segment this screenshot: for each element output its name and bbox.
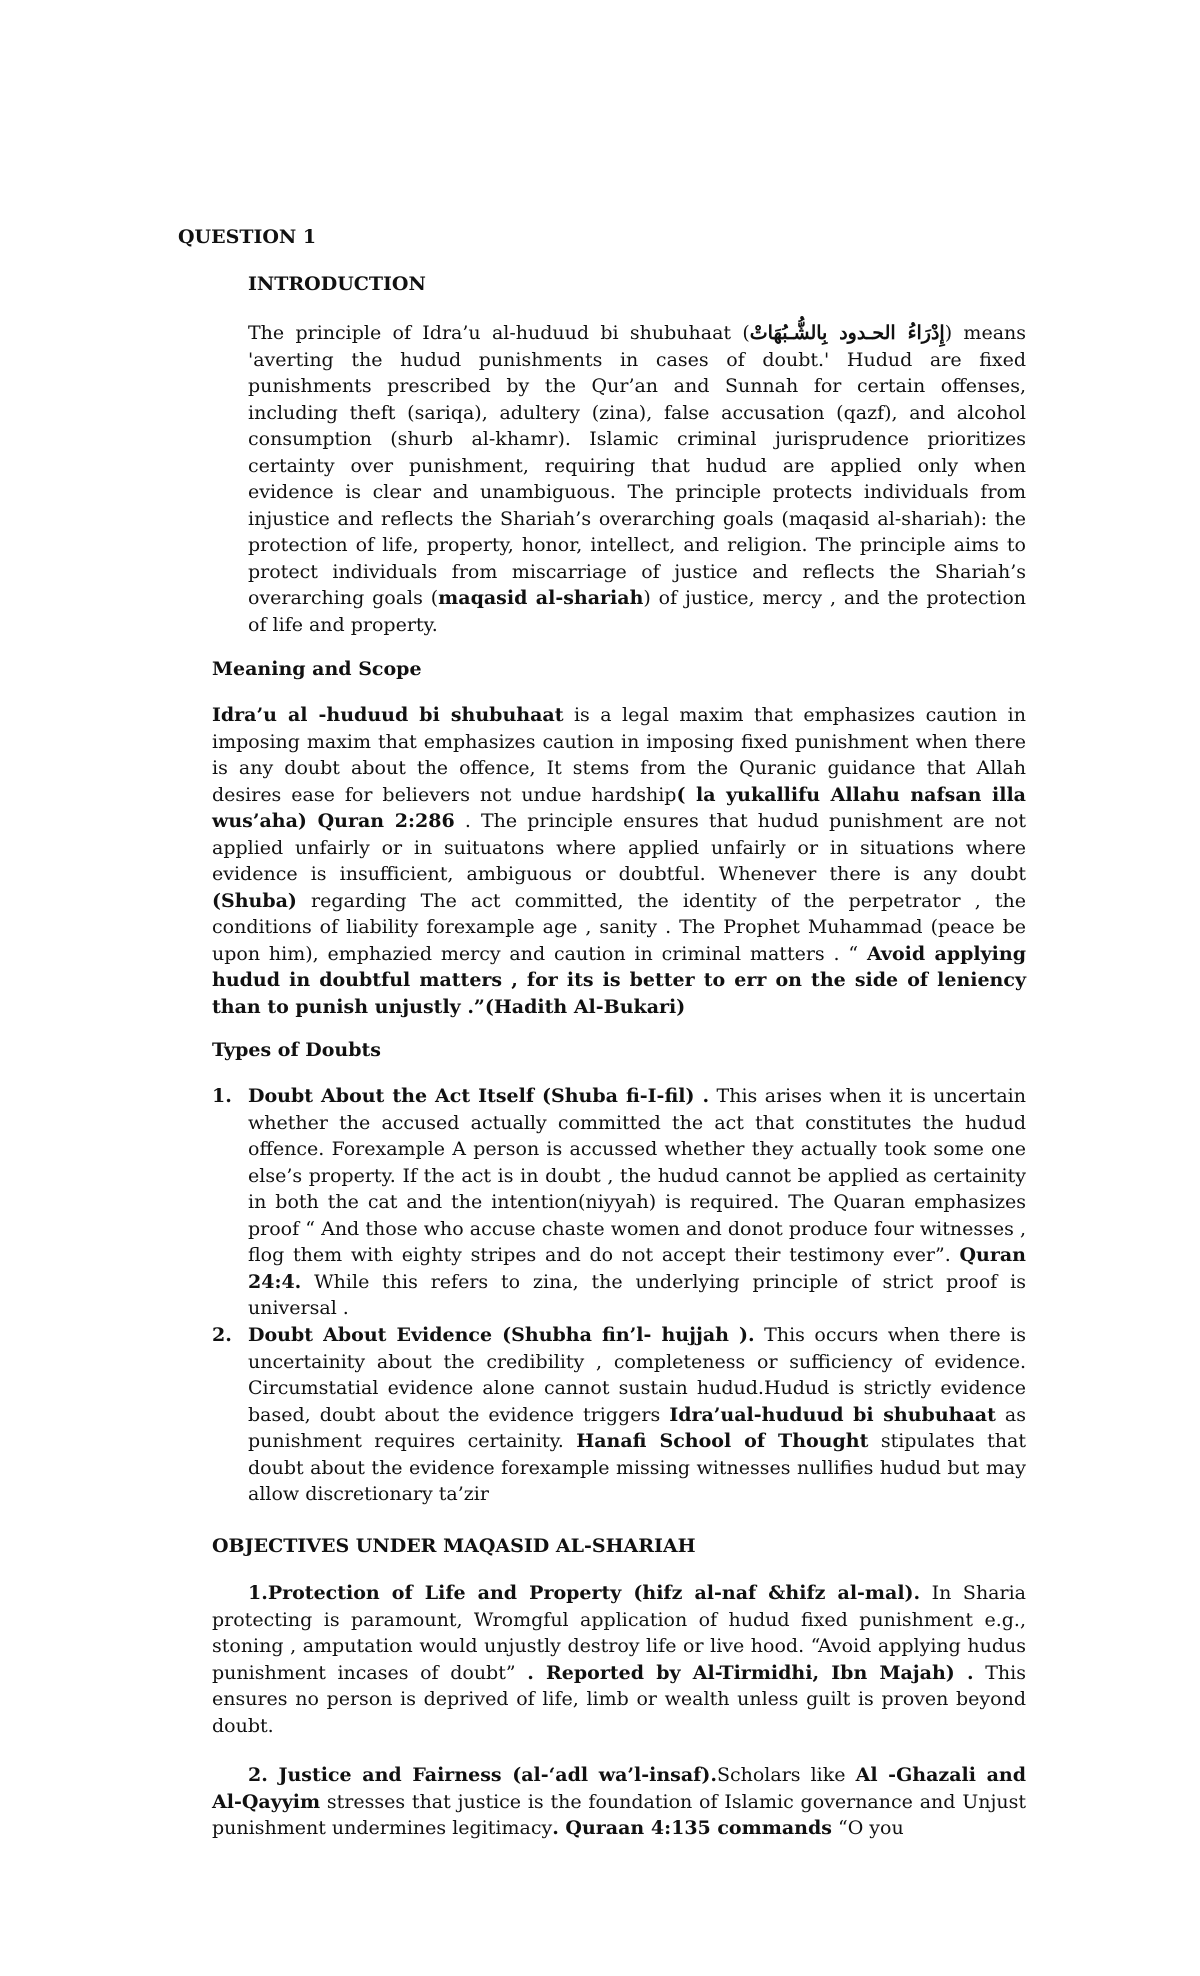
meaning-paragraph: Idra’u al -huduud bi shubuhaat is a legal maxim that emphasizes caution in imposing maxim that emphasizes caution in imposing fixed punishment when there is any doubt about the offence, It stems from the Quranic guidance that Allah desires ease for believers not undue hardship( la yukallifu Allahu nafsan illa wus’aha) Quran 2:286 . The principle ensures that hudud punishment are not applied unfairly or in suituatons where applied unfairly or in situations where evidence is insufficient, ambiguous or doubtful. Whenever there is any doubt (Shuba) regarding The act committed, the identity of the perpetrator , the conditions of liability forexample age , sanity . The Prophet Muhammad (peace be upon him), emphazied mercy and caution in criminal matters . “ Avoid applying hudud in doubtful matters , for its is better to err on the side of leniency than to punish unjustly .”(Hadith Al-Bukari) xyxy=(212,704,1026,1018)
introduction-paragraph: The principle of Idra’u al-huduud bi shubuhaat (إِدْرَاءُ الحـدود بِالشُّـبُهَاتْ) means 'averting the hudud punishments in cases of doubt.' Hudud are fixed punishments prescribed by the Qur’an and Sunnah for certain offenses, including theft (sariqa), adultery (zina), false accusation (qazf), and alcohol consumption (shurb al-khamr). Islamic criminal jurisprudence prioritizes certainty over punishment, requiring that hudud are applied only when evidence is clear and unambiguous. The principle protects individuals from injustice and reflects the Shariah’s overarching goals (maqasid al-shariah): the protection of life, property, honor, intellect, and religion. The principle aims to protect individuals from miscarriage of justice and reflects the Shariah’s overarching goals (maqasid al-shariah) of justice, mercy , and the protection of life and property. xyxy=(248,322,1027,636)
objective-paragraph: 2. Justice and Fairness (al-‘adl wa’l-insaf).Scholars like Al -Ghazali and Al-Qayyim stresses that justice is the foundation of Islamic governance and Unjust punishment undermines legitimacy. Quraan 4:135 commands “O you xyxy=(212,1764,1027,1839)
list-item: Doubt About Evidence (Shubha fin’l- hujjah ). This occurs when there is uncertainity about the credibility , completeness or sufficiency of evidence. Circumstatial evidence alone cannot sustain hudud.Hudud is strictly evidence based, doubt about the evidence triggers Idra’ual-huduud bi shubuhaat as punishment requires certainity. Hanafi School of Thought stipulates that doubt about the evidence forexample missing witnesses nullifies hudud but may allow discretionary ta’zir xyxy=(248,1324,1027,1505)
objectives-heading: OBJECTIVES UNDER MAQASID AL-SHARIAH xyxy=(212,1535,696,1557)
introduction-heading: INTRODUCTION xyxy=(248,273,426,295)
types-heading: Types of Doubts xyxy=(212,1039,381,1061)
list-item-number: 2. xyxy=(212,1324,232,1346)
objective-paragraph: 1.Protection of Life and Property (hifz al-naf &hifz al-mal). In Sharia protecting is paramount, Wromgful application of hudud fixed punishment e.g., stoning , amputation would unjustly destroy life or live hood. “Avoid applying hudus punishment incases of doubt” . Reported by Al-Tirmidhi, Ibn Majah) . This ensures no person is deprived of life, limb or wealth unless guilt is proven beyond doubt. xyxy=(212,1582,1027,1737)
list-item: Doubt About the Act Itself (Shuba fi-I-fil) . This arises when it is uncertain whether the accused actually committed the act that constitutes the hudud offence. Forexample A person is accussed whether they actually took some one else’s property. If the act is in doubt , the hudud cannot be applied as certainity in both the cat and the intention(niyyah) is required. The Quaran emphasizes proof “ And those who accuse chaste women and donot produce four witnesses , flog them with eighty stripes and do not accept their testimony ever”. Quran 24:4. While this refers to zina, the underlying principle of strict proof is universal . xyxy=(248,1085,1026,1319)
meaning-heading: Meaning and Scope xyxy=(212,658,422,680)
question-title: QUESTION 1 xyxy=(178,226,317,248)
arabic-maxim: إِدْرَاءُ الحـدود بِالشُّـبُهَاتْ xyxy=(749,322,945,344)
list-item-number: 1. xyxy=(212,1085,232,1107)
